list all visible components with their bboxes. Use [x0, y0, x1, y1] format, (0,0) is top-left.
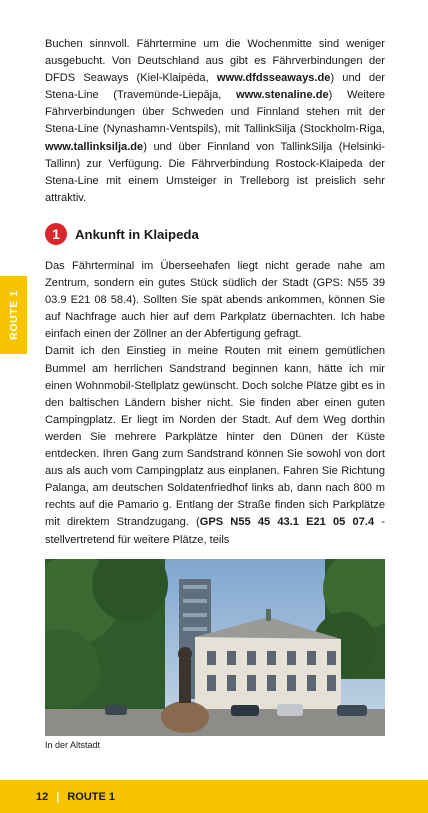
arrival-paragraph	[45, 258, 385, 549]
intro-text-2: ) und der Stena-Line (Travemünde-Liepāja,	[45, 72, 386, 102]
page-number: 12	[36, 790, 49, 803]
arrival-text-2: Damit ich den Einstieg in meine Routen mit einem gemütlichen Bummel am herrlichen Sandstrand beginnen kann, hätte ich mir einen Wohnmobil-Stellplatz gewünscht. Doch solche Plätze gibt es in den baltischen Ländern bisher nicht. Sie finden aber einen guten Campingplatz. Er liegt im Norden der Stadt. Auf dem Weg dorthin werden Sie mehrere Parkplätze hinter den Dünen der Küste entdecken. Ihren Gang zum Sandstrand können Sie sowohl von dort aus als auch vom Campingplatz aus einplanen. Fahren Sie Richtung Palanga, am deutschen Soldatenfriedhof links ab, dann nach 800 m rechts auf die Pamario g. Entlang der Straße finden sich Parkplätze mit direktem Strandzugang. (	[45, 345, 385, 529]
intro-text-4: ) und über Finnland von TallinkSilja (Helsinki-Tallinn) zur Verfügung. Die Fährverbindung Rostock-Klaipeda der Stena-Line mit einem Umsteiger in Trelleborg ist preislich sehr attraktiv.	[45, 140, 385, 204]
intro-text-3: ) Weitere Fährverbindungen über Schweden und Finnland stehen mit der Stena-Line (Nynashamn-Ventspils), mit TallinkSilja (Stockholm-Riga,	[45, 89, 385, 136]
stenaline-link[interactable]: www.stenaline.de	[235, 89, 329, 102]
footer-separator: |	[56, 790, 60, 803]
page-footer	[0, 780, 428, 813]
section-title: Ankunft in Klaipeda	[75, 226, 199, 242]
old-town-photo	[45, 559, 385, 736]
dfds-link[interactable]: www.dfdsseaways.de	[216, 72, 331, 85]
arrival-text-1: Das Fährterminal im Überseehafen liegt nicht gerade nahe am Zentrum, sondern ein gutes Stück südlich der Stadt (GPS: N55 39 03.9 E21 08 58.4). Sollten Sie spät abends ankommen, können Sie auf Nachfrage auch hier auf dem Parkplatz übernachten. Ich habe einfach einen der Zöllner an der Abfertigung gefragt.	[45, 260, 385, 341]
footer-route-label: ROUTE 1	[67, 790, 116, 803]
section-number-badge: 1	[45, 223, 67, 245]
intro-text-1: Buchen sinnvoll. Fährtermine um die Wochenmitte sind weniger ausgebucht. Von Deutschland aus gibt es Fährverbindungen der DFDS Seaways (Kiel-Klaipėda,	[45, 38, 385, 85]
route-side-tab-label: ROUTE 1	[7, 290, 20, 340]
section-heading	[45, 221, 199, 247]
arrival-text-3: - stellvertretend für weitere Plätze, teils	[45, 516, 385, 546]
tallinksilja-link[interactable]: www.tallinksilja.de	[45, 140, 144, 153]
gps-coordinates: GPS N55 45 43.1 E21 05 07.4	[199, 516, 375, 529]
photo-caption: In der Altstadt	[45, 740, 101, 750]
route-side-tab	[0, 276, 27, 354]
intro-paragraph	[45, 36, 385, 207]
